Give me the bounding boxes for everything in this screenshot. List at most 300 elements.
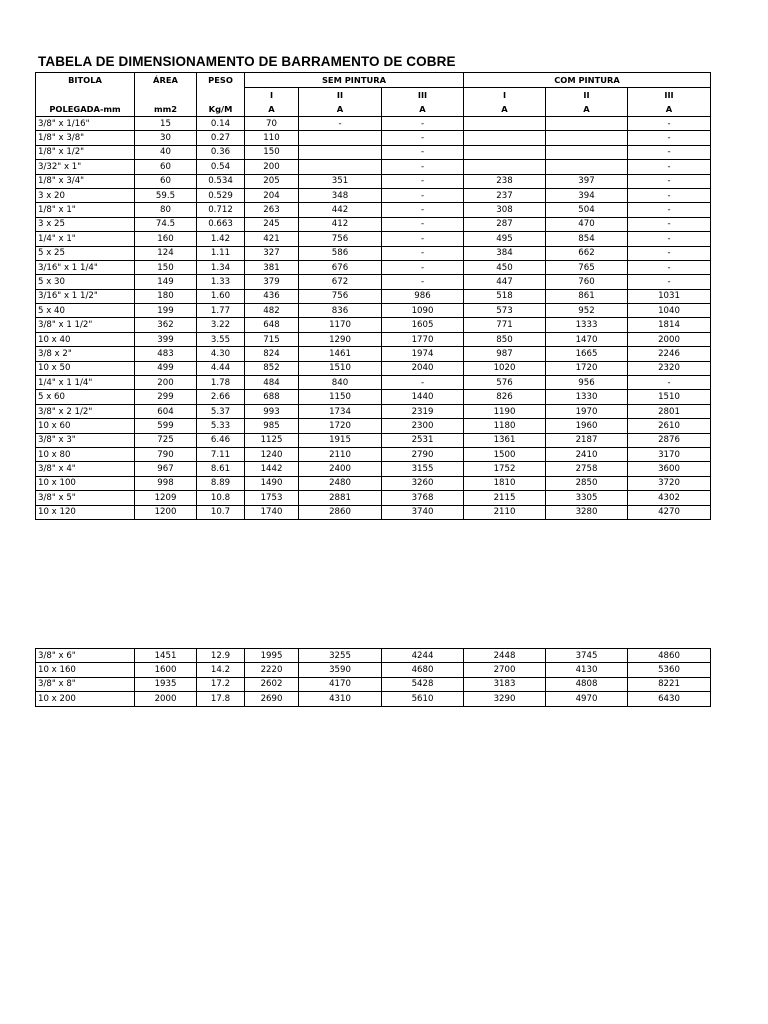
table-cell: 10.8	[197, 491, 245, 505]
table-cell: 30	[135, 131, 197, 145]
header-com-pintura: COM PINTURA	[464, 73, 711, 88]
busbar-table	[35, 72, 711, 520]
table-cell: -	[382, 275, 464, 289]
table-cell: 688	[245, 390, 299, 404]
table-cell: 952	[546, 304, 628, 318]
table-cell: -	[628, 246, 711, 260]
table-cell: 760	[546, 275, 628, 289]
table-cell: 756	[299, 289, 382, 303]
cell-bitola: 3/8" x 3"	[36, 433, 135, 447]
cell-bitola: 3/8" x 6"	[36, 649, 135, 663]
table-cell: 956	[546, 376, 628, 390]
table-cell: 3183	[464, 677, 546, 691]
table-cell: 14.2	[197, 663, 245, 677]
table-cell: -	[628, 145, 711, 159]
cell-bitola: 10 x 60	[36, 419, 135, 433]
table-cell: 1240	[245, 447, 299, 461]
table-cell: 1510	[299, 361, 382, 375]
header-row-1	[36, 73, 711, 88]
table-cell: 263	[245, 203, 299, 217]
table-cell: -	[382, 117, 464, 131]
table-cell: 986	[382, 289, 464, 303]
table-cell: 586	[299, 246, 382, 260]
table-cell: 74.5	[135, 217, 197, 231]
table-cell: 59.5	[135, 188, 197, 202]
table-cell	[299, 131, 382, 145]
table-cell: 204	[245, 188, 299, 202]
table-cell: 447	[464, 275, 546, 289]
header-peso: PESO	[197, 73, 245, 88]
table-cell: 4.30	[197, 347, 245, 361]
table-cell: 1150	[299, 390, 382, 404]
table-cell: 4860	[628, 649, 711, 663]
table-cell: 826	[464, 390, 546, 404]
table-cell: 1180	[464, 419, 546, 433]
table-cell: 2531	[382, 433, 464, 447]
table-cell: 576	[464, 376, 546, 390]
table-row	[36, 476, 711, 490]
table-cell: 470	[546, 217, 628, 231]
table-cell: 351	[299, 174, 382, 188]
table-cell: 0.14	[197, 117, 245, 131]
table-cell: 0.54	[197, 160, 245, 174]
table-row	[36, 692, 711, 706]
table-cell	[464, 160, 546, 174]
table-cell: 2187	[546, 433, 628, 447]
busbar-table-continued	[35, 648, 711, 707]
table-cell: 3740	[382, 505, 464, 519]
table-cell: 725	[135, 433, 197, 447]
table-cell: 8221	[628, 677, 711, 691]
table-cell: 450	[464, 260, 546, 274]
table-row	[36, 361, 711, 375]
table-cell: 1915	[299, 433, 382, 447]
table-row	[36, 649, 711, 663]
table-cell: 2040	[382, 361, 464, 375]
cell-bitola: 5 x 40	[36, 304, 135, 318]
table-cell: 3260	[382, 476, 464, 490]
table-cell	[546, 131, 628, 145]
table-cell: 1.77	[197, 304, 245, 318]
table-cell: 4680	[382, 663, 464, 677]
table-cell: 854	[546, 232, 628, 246]
table-cell: 5.37	[197, 404, 245, 418]
table-cell: 998	[135, 476, 197, 490]
table-cell: 2448	[464, 649, 546, 663]
table-cell: 2480	[299, 476, 382, 490]
table-cell: 2319	[382, 404, 464, 418]
table-cell	[546, 160, 628, 174]
table-cell	[299, 160, 382, 174]
table-cell: 3280	[546, 505, 628, 519]
header-unit-com-3: A	[628, 102, 711, 117]
table-cell: 0.36	[197, 145, 245, 159]
header-unit-com-2: A	[546, 102, 628, 117]
table-cell: 5360	[628, 663, 711, 677]
header-row-3	[36, 102, 711, 117]
header-unit-sem-1: A	[245, 102, 299, 117]
table-cell: 676	[299, 260, 382, 274]
header-col-com-3: III	[628, 88, 711, 103]
table-cell: -	[382, 160, 464, 174]
table-cell: 238	[464, 174, 546, 188]
table-cell: -	[382, 188, 464, 202]
cell-bitola: 10 x 120	[36, 505, 135, 519]
cell-bitola: 10 x 50	[36, 361, 135, 375]
table-cell: -	[628, 275, 711, 289]
table-cell: 2790	[382, 447, 464, 461]
header-sem-pintura: SEM PINTURA	[245, 73, 464, 88]
table-cell: 1.34	[197, 260, 245, 274]
table-cell: 17.8	[197, 692, 245, 706]
table-cell: 3170	[628, 447, 711, 461]
cell-bitola: 10 x 160	[36, 663, 135, 677]
table-row	[36, 390, 711, 404]
table-cell: 1600	[135, 663, 197, 677]
table-row	[36, 419, 711, 433]
table-cell: 3.22	[197, 318, 245, 332]
cell-bitola: 10 x 200	[36, 692, 135, 706]
table-cell: 0.27	[197, 131, 245, 145]
table-row	[36, 332, 711, 346]
table-cell: 348	[299, 188, 382, 202]
table-cell: 482	[245, 304, 299, 318]
table-row	[36, 505, 711, 519]
table-cell: 573	[464, 304, 546, 318]
table-cell	[299, 145, 382, 159]
table-cell: 4970	[546, 692, 628, 706]
header-bitola: BITOLA	[36, 73, 135, 88]
table-cell: 442	[299, 203, 382, 217]
table-cell: 10.7	[197, 505, 245, 519]
table-cell: -	[628, 188, 711, 202]
table-row	[36, 260, 711, 274]
table-cell: -	[382, 376, 464, 390]
header-col-sem-3: III	[382, 88, 464, 103]
table-cell: 3590	[299, 663, 382, 677]
table-cell: 1720	[299, 419, 382, 433]
table-cell: 0.534	[197, 174, 245, 188]
table-cell: 987	[464, 347, 546, 361]
table-cell: 484	[245, 376, 299, 390]
table-cell: 381	[245, 260, 299, 274]
table-cell: 3255	[299, 649, 382, 663]
table-cell	[546, 117, 628, 131]
table-cell: -	[628, 217, 711, 231]
table-cell: 1720	[546, 361, 628, 375]
table-cell: 993	[245, 404, 299, 418]
table-cell: 237	[464, 188, 546, 202]
table-cell: 2876	[628, 433, 711, 447]
table-cell: -	[382, 131, 464, 145]
table-cell: 4170	[299, 677, 382, 691]
table-cell	[546, 145, 628, 159]
table-cell: 850	[464, 332, 546, 346]
table-cell: 397	[546, 174, 628, 188]
table-cell: 662	[546, 246, 628, 260]
table-cell: 1970	[546, 404, 628, 418]
table-cell: 60	[135, 174, 197, 188]
table-cell: 1209	[135, 491, 197, 505]
table-cell: 1200	[135, 505, 197, 519]
table-row	[36, 131, 711, 145]
table-cell: 1.60	[197, 289, 245, 303]
table-cell: 12.9	[197, 649, 245, 663]
table-cell: 2000	[628, 332, 711, 346]
table-cell: 3305	[546, 491, 628, 505]
table-row	[36, 160, 711, 174]
table-cell: 6430	[628, 692, 711, 706]
table-cell: 1461	[299, 347, 382, 361]
table-cell: 0.663	[197, 217, 245, 231]
table-cell: 150	[135, 260, 197, 274]
table-cell: 1442	[245, 462, 299, 476]
table-cell: 7.11	[197, 447, 245, 461]
table-cell: 394	[546, 188, 628, 202]
header-unit-com-1: A	[464, 102, 546, 117]
table-cell: -	[382, 232, 464, 246]
table-cell: 5428	[382, 677, 464, 691]
cell-bitola: 10 x 40	[36, 332, 135, 346]
table-cell: 861	[546, 289, 628, 303]
table-cell: -	[382, 217, 464, 231]
table-cell: 672	[299, 275, 382, 289]
table-cell: 180	[135, 289, 197, 303]
table-cell: -	[382, 145, 464, 159]
table-cell: 110	[245, 131, 299, 145]
table-cell: -	[628, 174, 711, 188]
table-cell: 436	[245, 289, 299, 303]
table-cell: 1333	[546, 318, 628, 332]
table-cell: 8.89	[197, 476, 245, 490]
table-cell: 1510	[628, 390, 711, 404]
table-cell: -	[628, 160, 711, 174]
header-area: ÁREA	[135, 73, 197, 88]
cell-bitola: 3/16" x 1 1/4"	[36, 260, 135, 274]
table-cell: 715	[245, 332, 299, 346]
table-cell	[464, 145, 546, 159]
header-unit-sem-3: A	[382, 102, 464, 117]
header-col-com-1: I	[464, 88, 546, 103]
table-cell: 1753	[245, 491, 299, 505]
table-cell: -	[299, 117, 382, 131]
table-cell: 3.55	[197, 332, 245, 346]
table-cell: 3290	[464, 692, 546, 706]
table-cell: 2860	[299, 505, 382, 519]
table-cell: 2602	[245, 677, 299, 691]
table-cell: 245	[245, 217, 299, 231]
table-cell: 2801	[628, 404, 711, 418]
table-cell: 1170	[299, 318, 382, 332]
table-cell: 2246	[628, 347, 711, 361]
table-row	[36, 318, 711, 332]
table-cell: 200	[135, 376, 197, 390]
table-row	[36, 289, 711, 303]
table-cell: 483	[135, 347, 197, 361]
table-cell: 379	[245, 275, 299, 289]
table-cell: 852	[245, 361, 299, 375]
table-cell	[464, 117, 546, 131]
table-cell: 2610	[628, 419, 711, 433]
page-title: TABELA DE DIMENSIONAMENTO DE BARRAMENTO DE COBRE	[38, 54, 456, 69]
cell-bitola: 3/8" x 8"	[36, 677, 135, 691]
header-row-2	[36, 88, 711, 103]
table-row	[36, 145, 711, 159]
cell-bitola: 3/8 x 2"	[36, 347, 135, 361]
table-cell: 985	[245, 419, 299, 433]
table-cell: 299	[135, 390, 197, 404]
table-cell: 1960	[546, 419, 628, 433]
table-row	[36, 404, 711, 418]
table-cell: 967	[135, 462, 197, 476]
cell-bitola: 1/4" x 1"	[36, 232, 135, 246]
table-cell: -	[382, 174, 464, 188]
table-cell: 1.42	[197, 232, 245, 246]
table-cell: 150	[245, 145, 299, 159]
table-cell: 1752	[464, 462, 546, 476]
table-cell: -	[628, 260, 711, 274]
header-unit-sem-2: A	[299, 102, 382, 117]
table-cell: 3745	[546, 649, 628, 663]
table-cell: 2700	[464, 663, 546, 677]
table-row	[36, 217, 711, 231]
table-cell: 421	[245, 232, 299, 246]
header-col-com-2: II	[546, 88, 628, 103]
table-cell: 200	[245, 160, 299, 174]
table-cell: 124	[135, 246, 197, 260]
table-row	[36, 462, 711, 476]
table-cell: 790	[135, 447, 197, 461]
cell-bitola: 10 x 100	[36, 476, 135, 490]
table-cell: 1814	[628, 318, 711, 332]
cell-bitola: 3 x 20	[36, 188, 135, 202]
table-cell: 518	[464, 289, 546, 303]
table-cell: 1440	[382, 390, 464, 404]
table-cell: 1665	[546, 347, 628, 361]
table-cell: 1031	[628, 289, 711, 303]
table-cell: 1330	[546, 390, 628, 404]
table-cell: 1090	[382, 304, 464, 318]
table-cell: 308	[464, 203, 546, 217]
table-cell: 15	[135, 117, 197, 131]
table-cell: 362	[135, 318, 197, 332]
table-cell: 1451	[135, 649, 197, 663]
table-cell: 2110	[299, 447, 382, 461]
table-cell: 824	[245, 347, 299, 361]
table-cell: 3600	[628, 462, 711, 476]
table-cell: 4.44	[197, 361, 245, 375]
cell-bitola: 3/8" x 2 1/2"	[36, 404, 135, 418]
table-cell: 771	[464, 318, 546, 332]
table-cell: 2400	[299, 462, 382, 476]
table-row	[36, 677, 711, 691]
table-cell: 0.529	[197, 188, 245, 202]
cell-bitola: 1/4" x 1 1/4"	[36, 376, 135, 390]
table-cell: 840	[299, 376, 382, 390]
table-cell: -	[628, 131, 711, 145]
cell-bitola: 3/16" x 1 1/2"	[36, 289, 135, 303]
table-cell: 1974	[382, 347, 464, 361]
table-cell: 765	[546, 260, 628, 274]
table-cell: 1.11	[197, 246, 245, 260]
table-cell: 6.46	[197, 433, 245, 447]
cell-bitola: 3/32" x 1"	[36, 160, 135, 174]
table-cell: -	[628, 203, 711, 217]
table-cell: 1020	[464, 361, 546, 375]
table-cell: 1500	[464, 447, 546, 461]
cell-bitola: 3/8" x 1/16"	[36, 117, 135, 131]
cell-bitola: 3/8" x 1 1/2"	[36, 318, 135, 332]
table-cell: 2115	[464, 491, 546, 505]
table-row	[36, 304, 711, 318]
cell-bitola: 3/8" x 4"	[36, 462, 135, 476]
table-cell: 1740	[245, 505, 299, 519]
cell-bitola: 3/8" x 5"	[36, 491, 135, 505]
table-cell: 3768	[382, 491, 464, 505]
table-cell: 160	[135, 232, 197, 246]
cell-bitola: 1/8" x 3/8"	[36, 131, 135, 145]
table-row	[36, 433, 711, 447]
table-cell: 5.33	[197, 419, 245, 433]
cell-bitola: 1/8" x 1/2"	[36, 145, 135, 159]
table-cell: 4302	[628, 491, 711, 505]
table-cell: -	[382, 246, 464, 260]
header-col-sem-1: I	[245, 88, 299, 103]
header-col-sem-2: II	[299, 88, 382, 103]
table-cell: 836	[299, 304, 382, 318]
table-cell: 1605	[382, 318, 464, 332]
table-cell: 2410	[546, 447, 628, 461]
table-cell: 3720	[628, 476, 711, 490]
cell-bitola: 5 x 60	[36, 390, 135, 404]
table-cell: 199	[135, 304, 197, 318]
table-row	[36, 117, 711, 131]
table-cell: 399	[135, 332, 197, 346]
table-cell: 1.78	[197, 376, 245, 390]
table-cell: 599	[135, 419, 197, 433]
table-cell: 1995	[245, 649, 299, 663]
table-row	[36, 232, 711, 246]
table-cell: -	[382, 203, 464, 217]
cell-bitola: 5 x 25	[36, 246, 135, 260]
table-cell: 1361	[464, 433, 546, 447]
table-row	[36, 246, 711, 260]
table-row	[36, 347, 711, 361]
table-cell: 495	[464, 232, 546, 246]
table-cell: 0.712	[197, 203, 245, 217]
header-area-unit: mm2	[135, 102, 197, 117]
table-cell: 2881	[299, 491, 382, 505]
cell-bitola: 10 x 80	[36, 447, 135, 461]
table-cell: 2758	[546, 462, 628, 476]
table-cell	[464, 131, 546, 145]
table-cell: 205	[245, 174, 299, 188]
table-row	[36, 174, 711, 188]
table-cell: 1734	[299, 404, 382, 418]
table-cell: 756	[299, 232, 382, 246]
table-cell: 2110	[464, 505, 546, 519]
table-cell: 2300	[382, 419, 464, 433]
table-row	[36, 491, 711, 505]
table-cell: 384	[464, 246, 546, 260]
header-peso-unit: Kg/M	[197, 102, 245, 117]
table-cell: 1190	[464, 404, 546, 418]
table-cell: 2000	[135, 692, 197, 706]
table-cell: 648	[245, 318, 299, 332]
table-cell: 412	[299, 217, 382, 231]
table-cell: 8.61	[197, 462, 245, 476]
table-cell: 1810	[464, 476, 546, 490]
